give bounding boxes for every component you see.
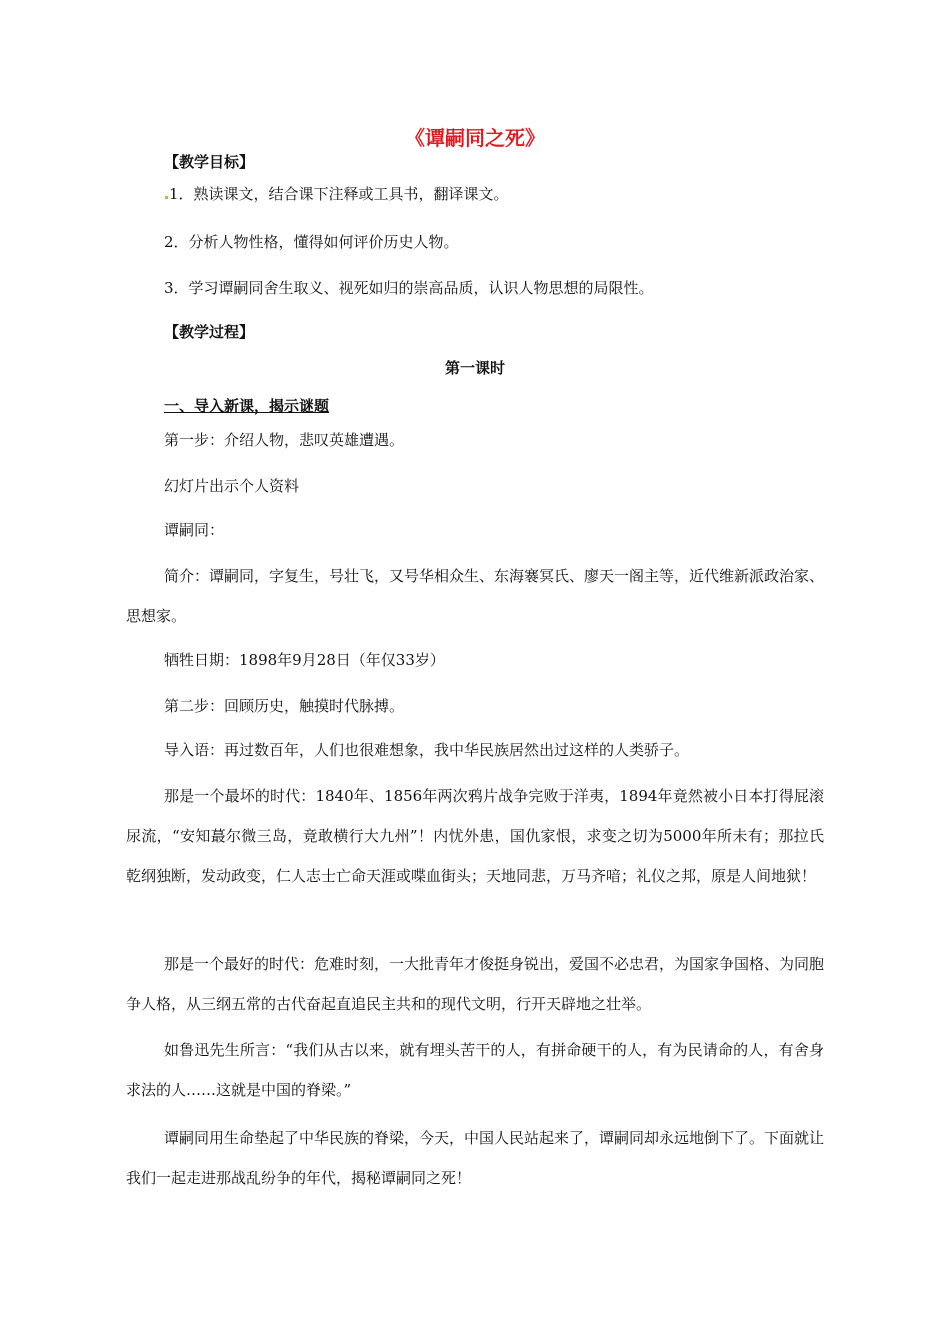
goal-item-2: 2．分析人物性格，懂得如何评价历史人物。 — [164, 233, 459, 251]
intro-paragraph: 简介：谭嗣同，字复生，号壮飞，又号华相众生、东海褰冥氏、廖天一阁主等，近代维新派政治家、思想家。 — [126, 567, 825, 625]
lesson-label: 第一课时 — [444, 359, 505, 377]
death-date: 牺牲日期：1898年9月28日（年仅33岁） — [164, 651, 445, 669]
step-1: 第一步：介绍人物，悲叹英雄遭遇。 — [164, 431, 405, 449]
paragraph-best-times: 那是一个最好的时代：危难时刻，一大批青年才俊挺身锐出，爱国不必忠君，为国家争国格、为同胞争人格，从三纲五常的古代奋起直追民主共和的现代文明，行开天辟地之壮举。 — [126, 955, 825, 1013]
step-2: 第二步：回顾历史，触摸时代脉搏。 — [164, 697, 405, 715]
process-heading: 【教学过程】 — [164, 323, 255, 341]
paragraph-luxun-quote: 如鲁迅先生所言：“我们从古以来，就有埋头苦干的人，有拼命硬干的人，有为民请命的人，有舍身求法的人……这就是中国的脊梁。” — [126, 1041, 824, 1099]
goal-item-1 — [164, 184, 509, 204]
document-title: 《谭嗣同之死》 — [405, 126, 545, 150]
section-heading: 一、导入新课，揭示谜题 — [164, 397, 330, 415]
goals-heading: 【教学目标】 — [164, 153, 255, 171]
speck-mark — [165, 196, 168, 199]
paragraph-worst-times: 那是一个最坏的时代：1840年、1856年两次鸦片战争完败于洋夷，1894年竟然被小日本打得屁滚尿流，“安知蕞尔微三岛，竟敢横行大九州”！内忧外患，国仇家恨，求变之切为5000年所未有；那拉氏乾纲独断，发动政变，仁人志士亡命天涯或喋血街头；天地同悲，万马齐喑；礼仪之邦，原是人间地狱！ — [126, 787, 824, 885]
name-label: 谭嗣同： — [164, 521, 225, 539]
slide-note: 幻灯片出示个人资料 — [164, 477, 300, 495]
goal-item-3: 3．学习谭嗣同舍生取义、视死如归的崇高品质，认识人物思想的局限性。 — [164, 279, 654, 297]
paragraph-closing: 谭嗣同用生命垫起了中华民族的脊梁，今天，中国人民站起来了，谭嗣同却永远地倒下了。下面就让我们一起走进那战乱纷争的年代，揭秘谭嗣同之死！ — [126, 1129, 825, 1187]
goal-item-1-text: 1．熟读课文，结合课下注释或工具书，翻译课文。 — [169, 185, 509, 203]
lead-in: 导入语：再过数百年，人们也很难想象，我中华民族居然出过这样的人类骄子。 — [164, 741, 690, 759]
